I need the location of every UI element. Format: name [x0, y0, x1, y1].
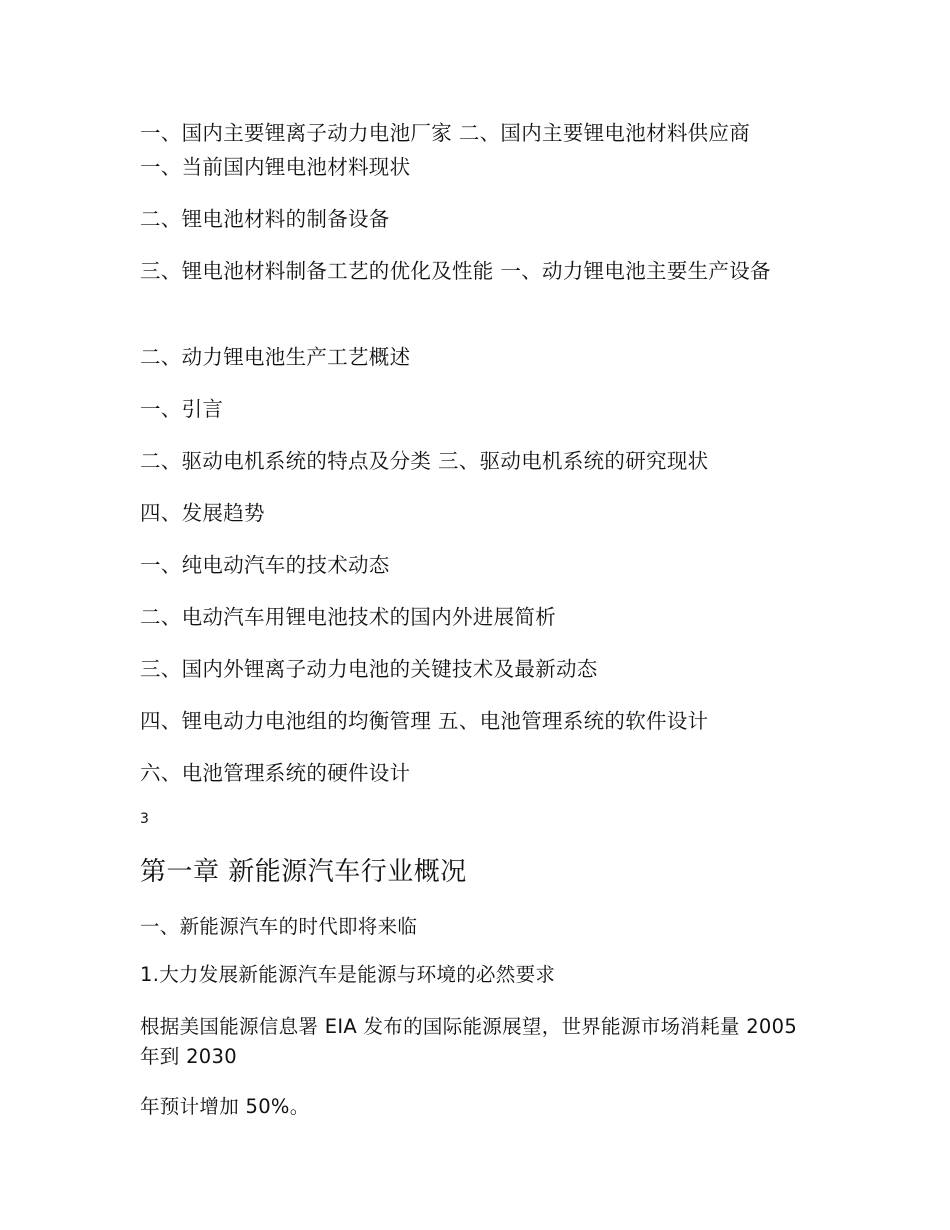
toc-entry: 三、锂电池材料制备工艺的优化及性能 一、动力锂电池主要生产设备 [140, 259, 771, 283]
toc-entry: 一、纯电动汽车的技术动态 [140, 553, 390, 577]
toc-entry: 四、锂电动力电池组的均衡管理 五、电池管理系统的软件设计 [140, 709, 709, 733]
toc-entry: 二、锂电池材料的制备设备 [140, 207, 390, 231]
toc-entry: 一、引言 [140, 397, 224, 421]
toc-entry: 二、驱动电机系统的特点及分类 三、驱动电机系统的研究现状 [140, 449, 709, 473]
section-title: 一、新能源汽车的时代即将来临 [140, 915, 418, 938]
page-number: 3 [140, 811, 149, 827]
body-paragraph: 根据美国能源信息署 EIA 发布的国际能源展望，世界能源市场消耗量 2005 年到 2030 [140, 1015, 798, 1068]
body-paragraph: 年预计增加 50%。 [140, 1095, 310, 1118]
toc-entry: 三、国内外锂离子动力电池的关键技术及最新动态 [140, 657, 598, 681]
toc-entry: 四、发展趋势 [140, 501, 265, 525]
toc-entry: 二、动力锂电池生产工艺概述 [140, 345, 411, 369]
toc-entry: 六、电池管理系统的硬件设计 [140, 761, 411, 785]
chapter-title: 第一章 新能源汽车行业概况 [140, 857, 467, 887]
toc-entry: 一、国内主要锂离子动力电池厂家 二、国内主要锂电池材料供应商 [140, 121, 751, 145]
subsection-title: 1.大力发展新能源汽车是能源与环境的必然要求 [140, 963, 556, 986]
toc-entry: 一、当前国内锂电池材料现状 [140, 155, 411, 179]
toc-entry: 二、电动汽车用锂电池技术的国内外进展简析 [140, 605, 556, 629]
